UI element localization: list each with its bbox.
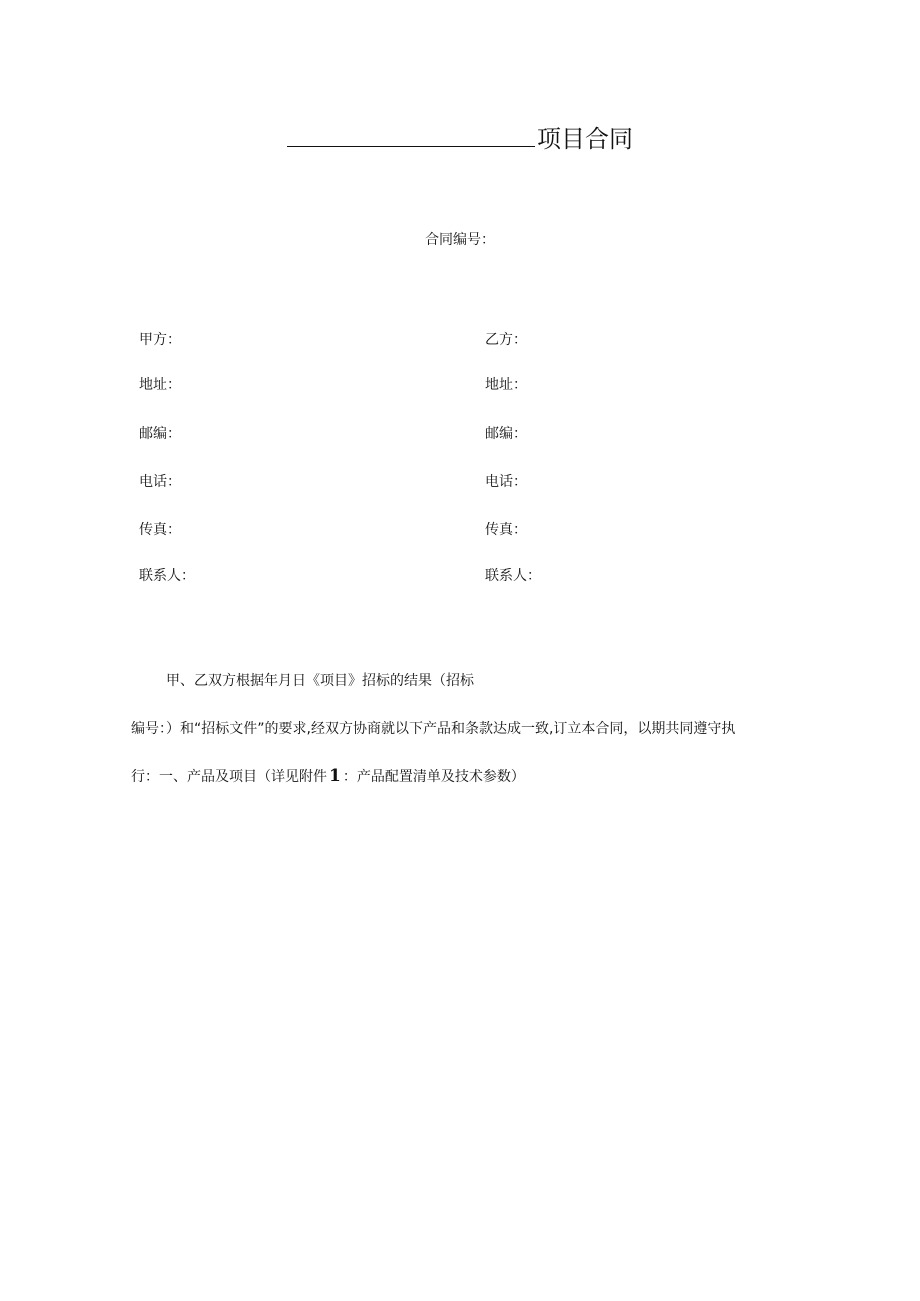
party-a-name-label: 甲方： [139,332,181,348]
line-3-text-after: ：产品配置清单及技术参数） [342,769,525,785]
party-b-fax-label: 传真： [485,522,527,538]
party-b-address-label: 地址： [485,377,527,393]
party-b-contact-label: 联系人： [485,568,541,584]
party-b-name-label: 乙方： [485,332,527,348]
party-a-phone-label: 电话： [139,474,181,490]
contract-number-label: 合同编号： [425,232,495,248]
party-b-phone-label: 电话： [485,474,527,490]
party-a-fax-label: 传真： [139,522,181,538]
party-a-contact-label: 联系人： [139,568,195,584]
party-a-address-label: 地址： [139,377,181,393]
contract-title [0,122,920,156]
attachment-number: 1 [329,766,341,786]
party-b-zip-label: 邮编： [485,426,527,442]
party-a-zip-label: 邮编： [139,426,181,442]
project-name-blank [287,122,535,147]
body-paragraph-line-2: 编号：）和“招标文件”的要求,经双方协商就以下产品和条款达成一致,订立本合同，以期共同遵守执 [131,721,736,737]
contract-title-text: 项目合同 [537,125,633,153]
body-paragraph-line-1: 甲、乙双方根据年月日《项目》招标的结果（招标 [166,673,474,689]
line-3-text-before: 行：一、产品及项目（详见附件 [131,769,327,785]
body-paragraph-line-3 [131,766,525,787]
